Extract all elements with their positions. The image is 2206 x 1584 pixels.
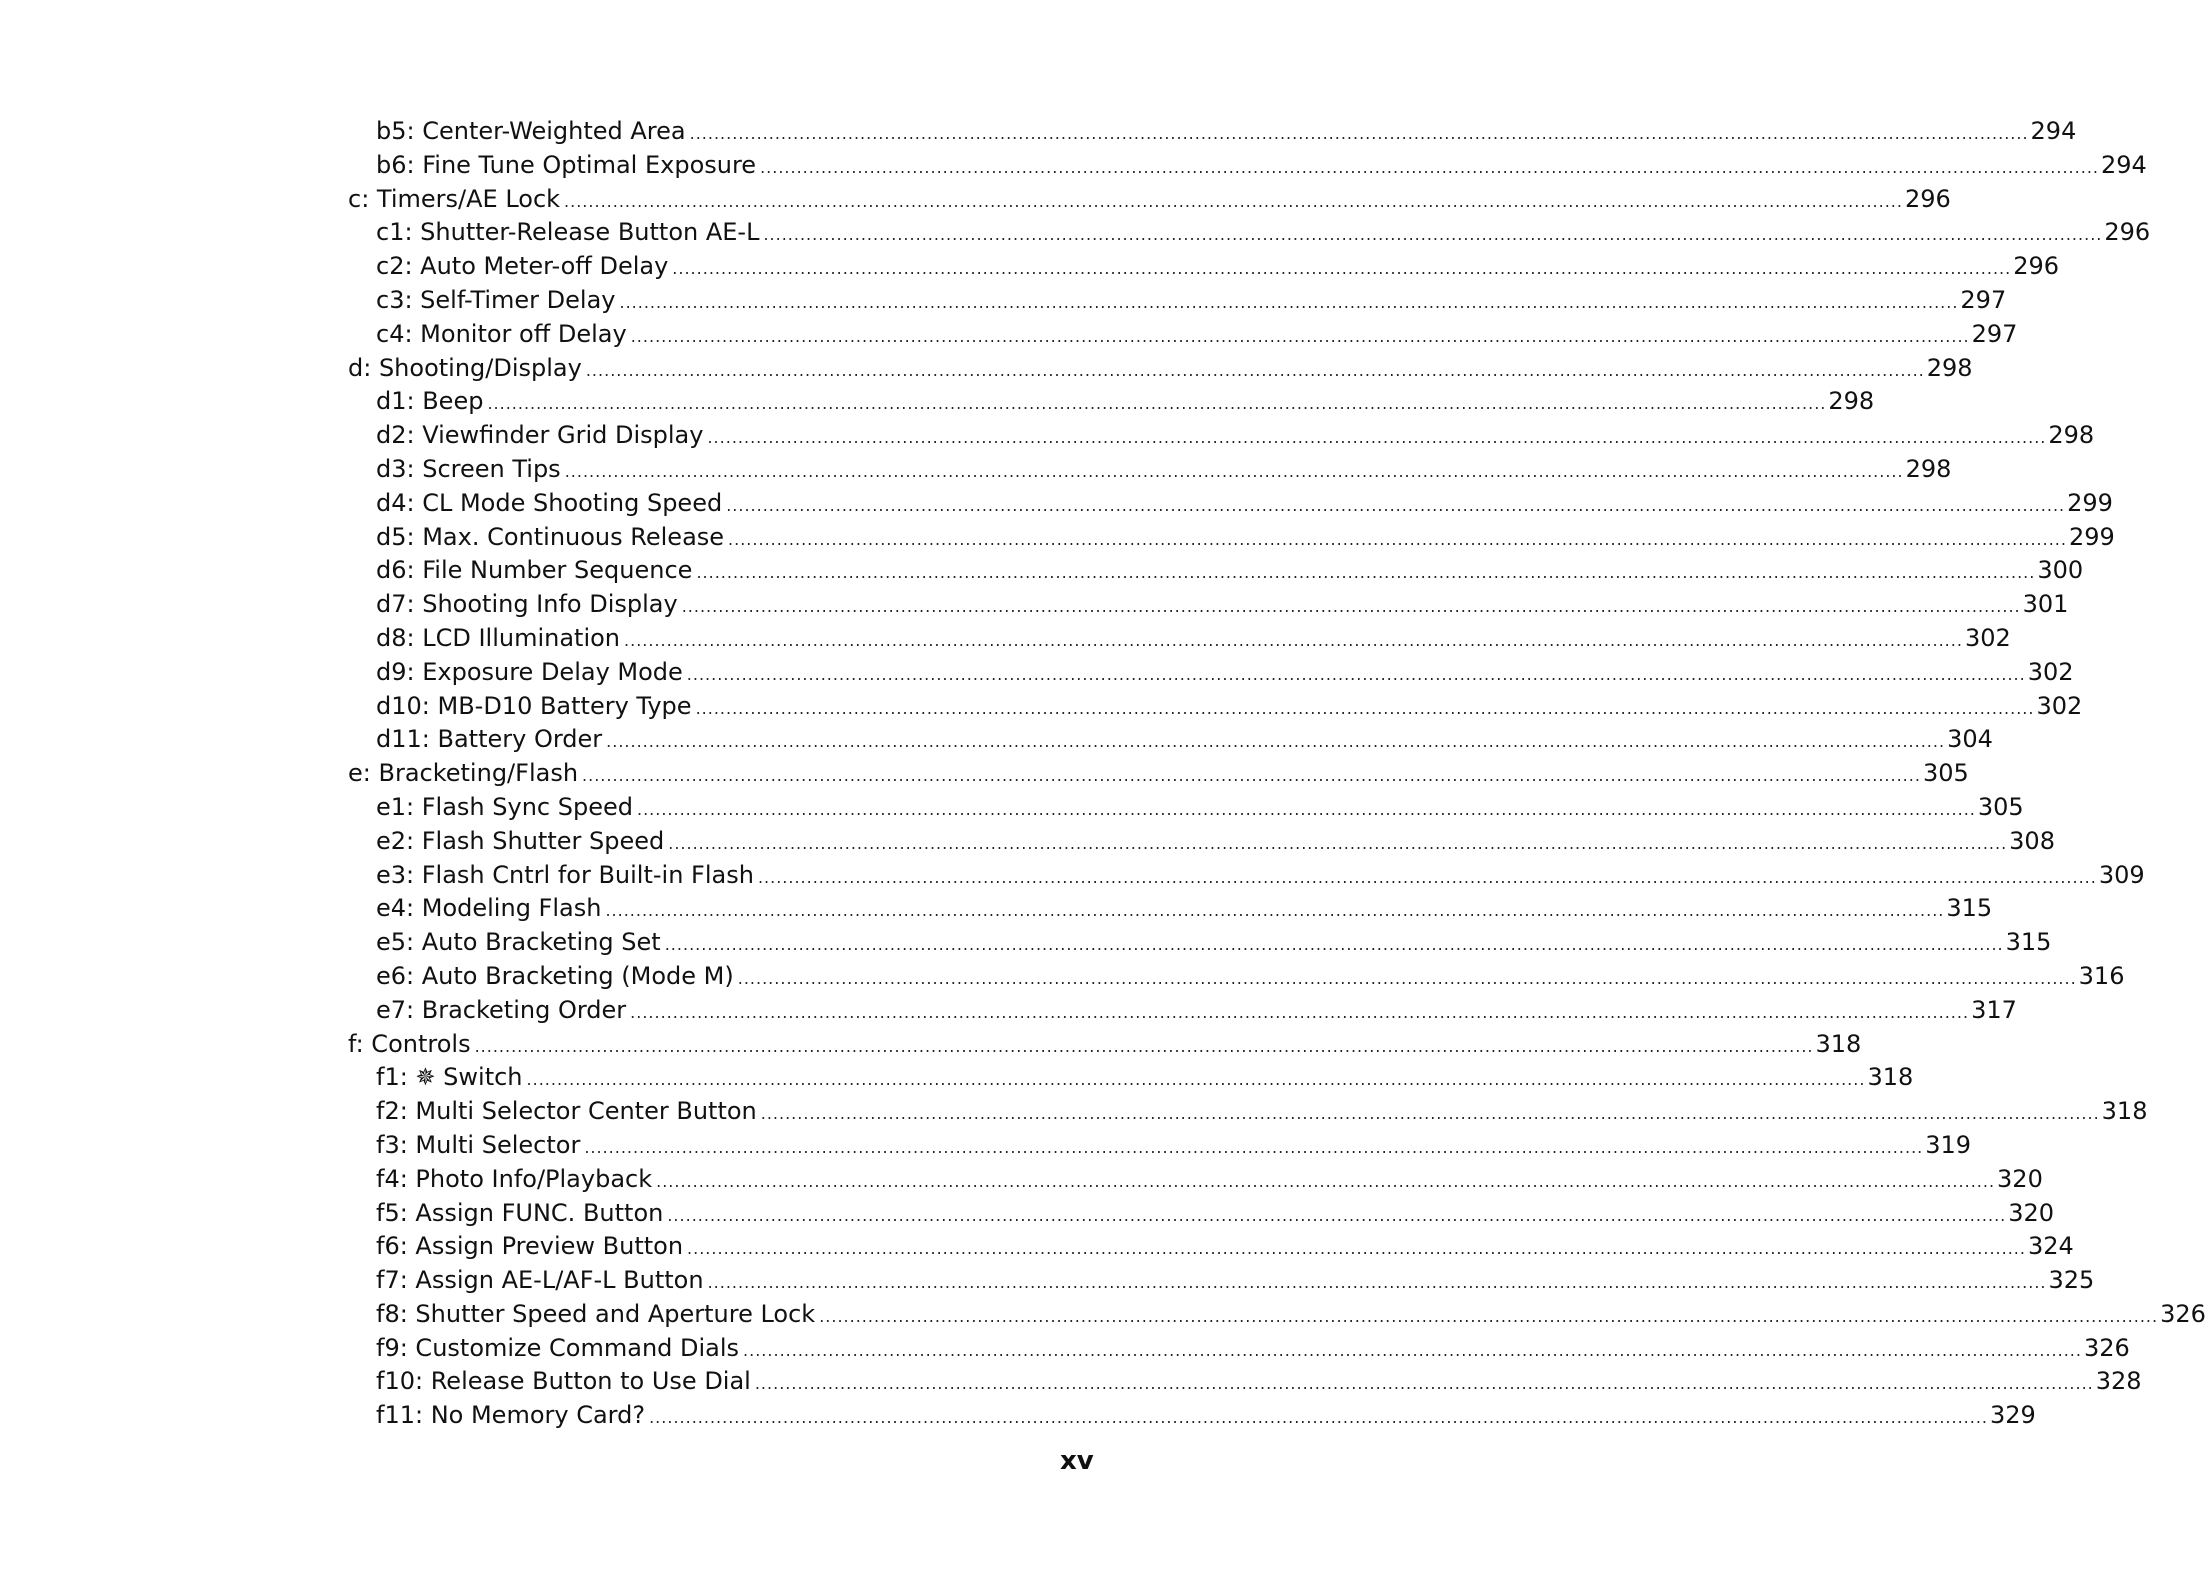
entry-page-number: 318 (1867, 1063, 1914, 1092)
dot-leader: ............................................................................................................................................................................................................................ (760, 157, 2099, 177)
dot-leader: ............................................................................................................................................................................................................................ (686, 664, 2026, 684)
toc-subsection-entry (348, 318, 2018, 352)
entry-label: c: Timers/AE Lock (348, 184, 561, 213)
dot-leader: ............................................................................................................................................................................................................................ (585, 360, 1925, 380)
entry-page-number: 294 (2100, 150, 2147, 179)
entry-page-number: 326 (2083, 1333, 2130, 1362)
entry-label: d6: File Number Sequence (376, 556, 693, 585)
entry-page-number: 315 (1946, 894, 1993, 923)
entry-label: f7: Assign AE-L/AF-L Button (376, 1266, 704, 1295)
entry-label: f1: ✵ Switch (376, 1063, 523, 1092)
toc-subsection-entry (348, 521, 2115, 555)
toc-subsection-entry (348, 892, 1993, 926)
dot-leader: ............................................................................................................................................................................................................................ (728, 529, 2067, 549)
dot-leader: ............................................................................................................................................................................................................................ (763, 225, 2103, 245)
toc-subsection-entry (348, 656, 2074, 690)
toc-subsection-entry (348, 1197, 2055, 1231)
entry-page-number: 309 (2098, 860, 2145, 889)
toc-subsection-entry (348, 690, 2083, 724)
entry-label: f8: Shutter Speed and Aperture Lock (376, 1299, 816, 1328)
entry-label: f4: Photo Info/Playback (376, 1164, 653, 1193)
toc-subsection-entry (348, 1129, 1972, 1163)
entry-page-number: 305 (1977, 792, 2024, 821)
dot-leader: ............................................................................................................................................................................................................................ (584, 1137, 1924, 1157)
entry-page-number: 300 (2037, 556, 2084, 585)
dot-leader: ............................................................................................................................................................................................................................ (619, 292, 1959, 312)
toc-subsection-entry (348, 825, 2055, 859)
dot-leader: ............................................................................................................................................................................................................................ (689, 124, 2029, 143)
toc-section-entry (348, 757, 1969, 791)
toc-section-entry (348, 352, 1973, 386)
dot-leader: ............................................................................................................................................................................................................................ (667, 1205, 2007, 1225)
dot-leader: ............................................................................................................................................................................................................................ (707, 1273, 2047, 1293)
toc-section-entry (348, 183, 1951, 217)
entry-label: e7: Bracketing Order (376, 995, 627, 1024)
entry-page-number: 326 (2160, 1299, 2206, 1328)
toc-subsection-entry (348, 994, 2017, 1028)
dot-leader: ............................................................................................................................................................................................................................ (737, 968, 2077, 988)
entry-page-number: 301 (2022, 590, 2069, 619)
table-of-contents (348, 115, 2206, 1433)
toc-subsection-entry (348, 859, 2145, 893)
dot-leader: ............................................................................................................................................................................................................................ (743, 1340, 2082, 1360)
dot-leader: ............................................................................................................................................................................................................................ (757, 867, 2097, 887)
entry-label: d11: Battery Order (376, 725, 603, 754)
toc-subsection-entry (348, 1095, 2148, 1129)
toc-subsection-entry (348, 1365, 2142, 1399)
entry-label: e1: Flash Sync Speed (376, 792, 633, 821)
entry-page-number: 328 (2095, 1367, 2142, 1396)
toc-subsection-entry (348, 791, 2024, 825)
toc-subsection-entry (348, 149, 2147, 183)
entry-page-number: 294 (2030, 117, 2077, 145)
toc-subsection-entry (348, 216, 2151, 250)
dot-leader: ............................................................................................................................................................................................................................ (672, 259, 2012, 279)
entry-page-number: 298 (1926, 353, 1973, 382)
entry-label: c2: Auto Meter-off Delay (376, 252, 669, 281)
entry-page-number: 302 (1964, 623, 2011, 652)
entry-page-number: 297 (1960, 285, 2007, 314)
entry-label: b6: Fine Tune Optimal Exposure (376, 150, 757, 179)
entry-page-number: 320 (1997, 1164, 2043, 1193)
dot-leader: ............................................................................................................................................................................................................................ (564, 461, 1904, 481)
dot-leader: ............................................................................................................................................................................................................................ (664, 935, 2004, 955)
entry-page-number: 298 (1905, 454, 1952, 483)
dot-leader: ............................................................................................................................................................................................................................ (649, 1408, 1988, 1428)
dot-leader: ............................................................................................................................................................................................................................ (687, 1239, 2026, 1259)
toc-subsection-entry (348, 622, 2011, 656)
entry-page-number: 299 (2067, 488, 2113, 517)
entry-page-number: 319 (1925, 1130, 1972, 1159)
toc-subsection-entry (348, 1399, 2036, 1433)
page-number: xv (1060, 1446, 1094, 1476)
entry-label: e4: Modeling Flash (376, 894, 602, 923)
entry-label: f5: Assign FUNC. Button (376, 1198, 664, 1227)
entry-label: f11: No Memory Card? (376, 1401, 646, 1430)
dot-leader: ............................................................................................................................................................................................................................ (564, 191, 1903, 211)
toc-section-entry (348, 1028, 1862, 1062)
toc-subsection-entry (348, 1163, 2043, 1197)
entry-page-number: 296 (2013, 252, 2060, 281)
dot-leader: ............................................................................................................................................................................................................................ (668, 833, 2008, 853)
entry-label: d1: Beep (376, 387, 484, 416)
toc-subsection-entry (348, 1332, 2130, 1366)
entry-page-number: 302 (2027, 657, 2074, 686)
dot-leader: ............................................................................................................................................................................................................................ (696, 563, 2036, 583)
toc-subsection-entry (348, 115, 2077, 149)
dot-leader: ............................................................................................................................................................................................................................ (707, 428, 2047, 448)
entry-page-number: 296 (1904, 184, 1951, 213)
toc-subsection-entry (348, 250, 2060, 284)
entry-label: b5: Center-Weighted Area (376, 117, 686, 145)
dot-leader: ............................................................................................................................................................................................................................ (606, 732, 1946, 752)
toc-subsection-entry (348, 385, 1875, 419)
entry-label: f9: Customize Command Dials (376, 1333, 740, 1362)
dot-leader: ............................................................................................................................................................................................................................ (656, 1171, 1996, 1191)
entry-page-number: 302 (2036, 691, 2083, 720)
dot-leader: ............................................................................................................................................................................................................................ (474, 1036, 1814, 1056)
toc-subsection-entry (348, 487, 2113, 521)
entry-label: f10: Release Button to Use Dial (376, 1367, 751, 1396)
toc-subsection-entry (348, 588, 2069, 622)
entry-label: c1: Shutter-Release Button AE-L (376, 218, 760, 247)
dot-leader: ............................................................................................................................................................................................................................ (582, 766, 1921, 786)
dot-leader: ............................................................................................................................................................................................................................ (760, 1104, 2100, 1124)
entry-label: d8: LCD Illumination (376, 623, 621, 652)
entry-page-number: 316 (2078, 961, 2125, 990)
entry-page-number: 298 (1828, 387, 1875, 416)
entry-label: d9: Exposure Delay Mode (376, 657, 683, 686)
toc-subsection-entry (348, 926, 2052, 960)
entry-label: d4: CL Mode Shooting Speed (376, 488, 723, 517)
toc-subsection-entry (348, 1264, 2095, 1298)
entry-page-number: 304 (1947, 725, 1993, 754)
entry-label: e5: Auto Bracketing Set (376, 928, 661, 957)
toc-subsection-entry (348, 284, 2007, 318)
entry-page-number: 296 (2104, 218, 2151, 247)
entry-page-number: 318 (2101, 1097, 2148, 1126)
entry-page-number: 324 (2027, 1232, 2074, 1261)
entry-label: d7: Shooting Info Display (376, 590, 678, 619)
entry-page-number: 317 (1971, 995, 2017, 1024)
entry-page-number: 305 (1922, 759, 1969, 788)
entry-label: e3: Flash Cntrl for Built-in Flash (376, 860, 754, 889)
dot-leader: ............................................................................................................................................................................................................................ (630, 1002, 1970, 1022)
entry-label: d2: Viewfinder Grid Display (376, 421, 704, 450)
toc-subsection-entry (348, 1298, 2206, 1332)
entry-label: e: Bracketing/Flash (348, 759, 579, 788)
toc-subsection-entry (348, 723, 1993, 757)
dot-leader: ............................................................................................................................................................................................................................ (726, 495, 2066, 515)
toc-subsection-entry (348, 419, 2095, 453)
dot-leader: ............................................................................................................................................................................................................................ (636, 799, 1976, 819)
entry-page-number: 297 (1971, 319, 2018, 348)
entry-page-number: 325 (2048, 1266, 2095, 1295)
dot-leader: ............................................................................................................................................................................................................................ (624, 630, 1963, 650)
entry-label: f3: Multi Selector (376, 1130, 581, 1159)
entry-page-number: 298 (2048, 421, 2095, 450)
entry-label: d3: Screen Tips (376, 454, 561, 483)
entry-label: d5: Max. Continuous Release (376, 522, 725, 551)
entry-page-number: 315 (2005, 928, 2052, 957)
dot-leader: ............................................................................................................................................................................................................................ (819, 1306, 2159, 1326)
toc-subsection-entry (348, 960, 2125, 994)
entry-label: f2: Multi Selector Center Button (376, 1097, 757, 1126)
toc-subsection-entry (348, 1061, 1914, 1095)
entry-label: f: Controls (348, 1029, 471, 1058)
entry-page-number: 299 (2068, 522, 2115, 551)
toc-subsection-entry (348, 1230, 2074, 1264)
entry-page-number: 318 (1815, 1029, 1862, 1058)
entry-page-number: 308 (2009, 826, 2055, 855)
entry-label: d10: MB-D10 Battery Type (376, 691, 692, 720)
dot-leader: ............................................................................................................................................................................................................................ (630, 326, 1970, 346)
toc-subsection-entry (348, 554, 2084, 588)
entry-label: c3: Self-Timer Delay (376, 285, 616, 314)
toc-subsection-entry (348, 453, 1952, 487)
entry-label: c4: Monitor off Delay (376, 319, 627, 348)
dot-leader: ............................................................................................................................................................................................................................ (487, 394, 1827, 414)
dot-leader: ............................................................................................................................................................................................................................ (526, 1070, 1866, 1090)
dot-leader: ............................................................................................................................................................................................................................ (695, 698, 2035, 718)
entry-label: e2: Flash Shutter Speed (376, 826, 665, 855)
dot-leader: ............................................................................................................................................................................................................................ (681, 597, 2021, 617)
entry-page-number: 329 (1990, 1401, 2036, 1430)
entry-label: e6: Auto Bracketing (Mode M) (376, 961, 734, 990)
entry-page-number: 320 (2008, 1198, 2055, 1227)
entry-label: f6: Assign Preview Button (376, 1232, 684, 1261)
dot-leader: ............................................................................................................................................................................................................................ (754, 1374, 2094, 1394)
dot-leader: ............................................................................................................................................................................................................................ (605, 901, 1945, 921)
entry-label: d: Shooting/Display (348, 353, 582, 382)
